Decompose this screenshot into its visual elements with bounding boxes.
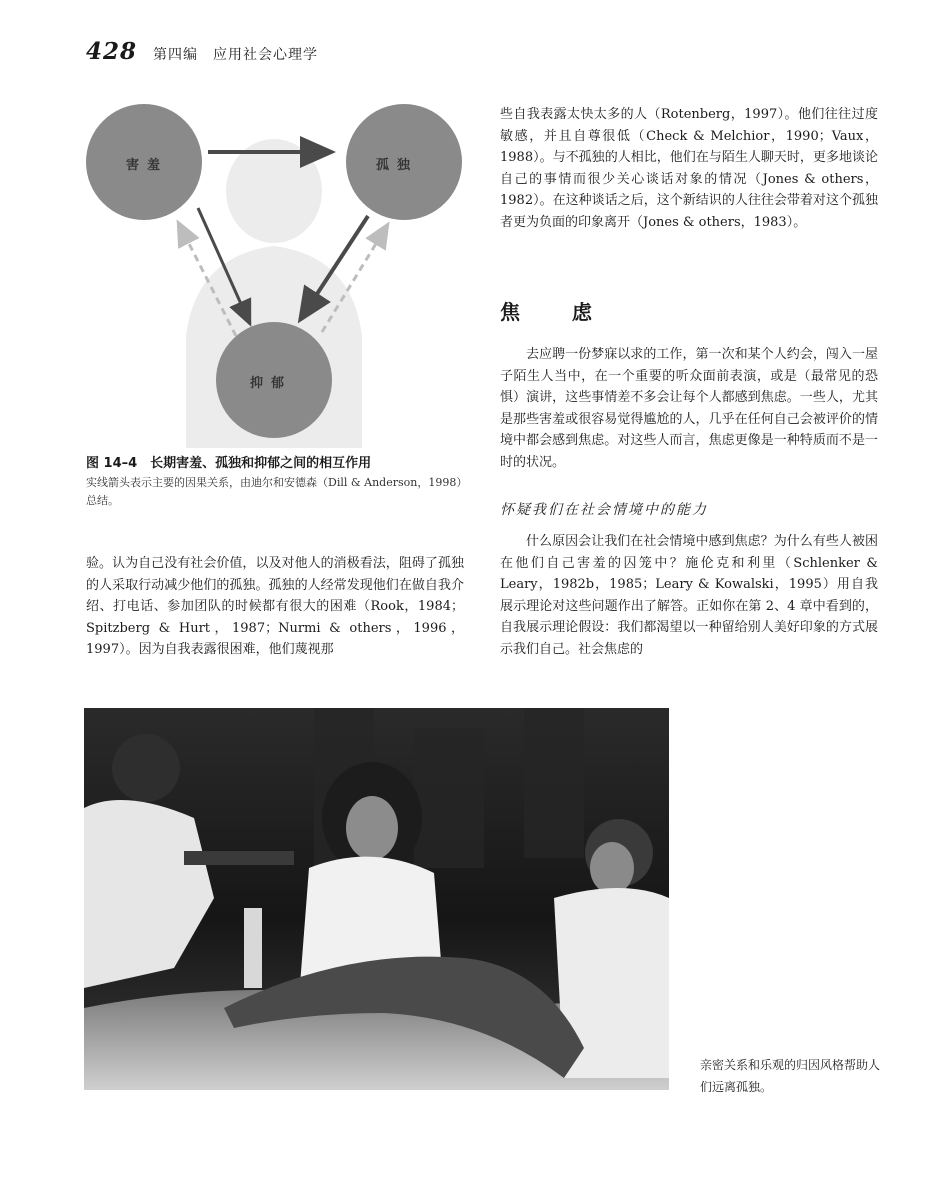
paragraph-left: 验。认为自己没有社会价值，以及对他人的消极看法，阻碍了孤独的人采取行动减少他们的孤独。孤独的人经常发现他们在做自我介绍、打电话、参加团队的时候都有很大的困难（Rook，1984；Spitzberg & Hurt，1987；Nurmi & others，1996，1997）。因为自我表露很困难，他们蔑视那	[86, 556, 464, 657]
left-column-text	[86, 553, 464, 661]
anxiety-section	[500, 344, 878, 473]
paragraph-anxiety: 去应聘一份梦寐以求的工作，第一次和某个人约会，闯入一屋子陌生人当中，在一个重要的听众面前表演，或是（最常见的恐惧）演讲，这些事情差不多会让每个人都感到焦虑。一些人，尤其是那些害羞或很容易觉得尴尬的人，几乎在任何自己会被评价的情境中都会感到焦虑。对这些人而言，焦虑更像是一种特质而不是一时的状况。	[500, 347, 878, 470]
figure-caption-title: 图 14–4 长期害羞、孤独和抑郁之间的相互作用	[86, 456, 372, 471]
label-shyness: 害羞	[126, 158, 169, 173]
right-column-continuation	[500, 104, 878, 233]
label-loneliness: 孤独	[376, 158, 419, 173]
paragraph-continuation: 些自我表露太快太多的人（Rotenberg，1997）。他们往往过度敏感，并且自尊很低（Check & Melchior，1990；Vaux，1988）。与不孤独的人相比，他们在与陌生人聊天时，更多地谈论自己的事情而很少关心谈话对象的情况（Jones & others，1982）。在这种谈话之后，这个新结识的人往往会带着对这个孤独者更为负面的印象离开（Jones & others，1983）。	[500, 107, 878, 230]
photo-illustration	[84, 708, 669, 1090]
photo-caption: 亲密关系和乐观的归因风格帮助人们远离孤独。	[700, 1058, 881, 1094]
people-on-grass-photo	[84, 708, 669, 1090]
doubt-section	[500, 531, 878, 660]
figure-diagram	[86, 96, 466, 448]
running-title: 第四编 应用社会心理学	[153, 47, 319, 63]
figure-14-4	[86, 96, 466, 448]
section-heading-anxiety: 焦 虑	[500, 300, 608, 324]
subheading-doubt: 怀疑我们在社会情境中的能力	[500, 502, 708, 518]
figure-caption-body: 实线箭头表示主要的因果关系，由迪尔和安德森（Dill & Anderson，1998）总结。	[86, 476, 462, 507]
label-depression: 抑郁	[250, 376, 293, 391]
paragraph-doubt: 什么原因会让我们在社会情境中感到焦虑？为什么有些人被困在他们自己害羞的囚笼中？施伦克和利里（Schlenker & Leary，1982b，1985；Leary & Kowalski，1995）用自我展示理论对这些问题作出了解答。正如你在第 2、4 章中看到的，自我展示理论假设：我们都渴望以一种留给别人美好印象的方式展示我们自己。社会焦虑的	[500, 534, 878, 657]
running-header	[86, 38, 318, 65]
page-number: 428	[86, 38, 138, 65]
